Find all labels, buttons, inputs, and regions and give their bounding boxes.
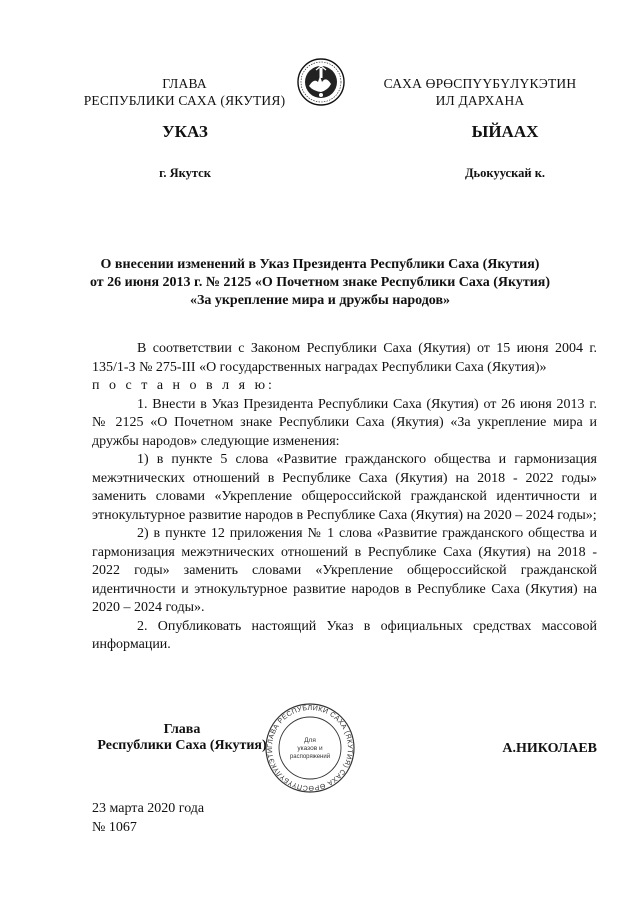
item-2: 2. Опубликовать настоящий Указ в официальных средствах массовой информации. <box>92 618 597 652</box>
place-right: Дьокуускай к. <box>464 166 546 180</box>
header-right-line1: САХА ӨРӨСПҮҮБҮЛҮКЭТИН <box>383 76 577 91</box>
sub-item-2: 2) в пункте 12 приложения № 1 слова «Развитие гражданского общества и гармонизация межэтнических отношений в Республике Саха (Якутия) на 2018 - 2022 годы» заменить словами «Укрепление общероссийской гражданской идентичности и этнокультурное развитие народов в Республике Саха (Якутия) на 2020 – 2024 годы». <box>92 526 597 615</box>
coat-of-arms-icon <box>296 56 346 108</box>
item-1: 1. Внести в Указ Президента Республики Саха (Якутия) от 26 июня 2013 г. № 2125 «О Почетном знаке Республики Саха (Якутия) «За укрепление мира и дружбы народов» следующие изменения: <box>92 396 597 449</box>
header-left <box>72 75 297 109</box>
decree-date: 23 марта 2020 года <box>92 801 205 816</box>
intro-paragraph: В соответствии с Законом Республики Саха (Якутия) от 15 июня 2004 г. 135/1-З № 275-III «О государственных наградах Республики Саха (Якутия)» <box>92 341 597 375</box>
title-ukaz: УКАЗ <box>162 122 208 141</box>
sub-item-1: 1) в пункте 5 слова «Развитие гражданского общества и гармонизация межэтнических отношений в Республике Саха (Якутия) на 2018 - 2022 годы» заменить словами «Укрепление общероссийской гражданской идентичности и этнокультурное развитие народов в Республике Саха (Якутия) на 2020 – 2024 годы»; <box>92 452 597 523</box>
decree-subject <box>0 256 640 310</box>
official-stamp <box>258 702 362 794</box>
header-right-line2: ИЛ ДАРХАНА <box>435 93 525 108</box>
header-right <box>360 75 600 109</box>
decree-word: п о с т а н о в л я ю: <box>92 378 275 393</box>
subject-line2: от 26 июня 2013 г. № 2125 «О Почетном знаке Республики Саха (Якутия) <box>89 275 551 290</box>
header-left-line2: РЕСПУБЛИКИ САХА (ЯКУТИЯ) <box>83 93 286 108</box>
stamp-center-line1: Для <box>304 737 316 744</box>
stamp-center-line3: распоряжений <box>289 754 331 760</box>
signature-title-line2: Республики Саха (Якутия) <box>97 738 267 753</box>
decree-number: № 1067 <box>92 819 137 835</box>
header-left-line1: ГЛАВА <box>162 76 207 91</box>
signatory-name: А.НИКОЛАЕВ <box>502 741 597 756</box>
place-left: г. Якутск <box>159 166 211 180</box>
subject-line1: О внесении изменений в Указ Президента Республики Саха (Якутия) <box>100 257 540 272</box>
stamp-center-line2: указов и <box>297 745 323 752</box>
signature-title-line1: Глава <box>163 722 201 737</box>
decree-footer <box>92 800 204 837</box>
stamp-ring-text: ГЛАВА РЕСПУБЛИКИ САХА (ЯКУТИЯ) САХА ӨРӨСПҮҮБҮЛҮКЭТИ <box>266 705 354 792</box>
signature-title <box>92 722 272 754</box>
decree-body <box>92 340 597 655</box>
title-yyaakh: ЫЙААХ <box>471 122 539 141</box>
subject-line3: «За укрепление мира и дружбы народов» <box>189 293 451 308</box>
